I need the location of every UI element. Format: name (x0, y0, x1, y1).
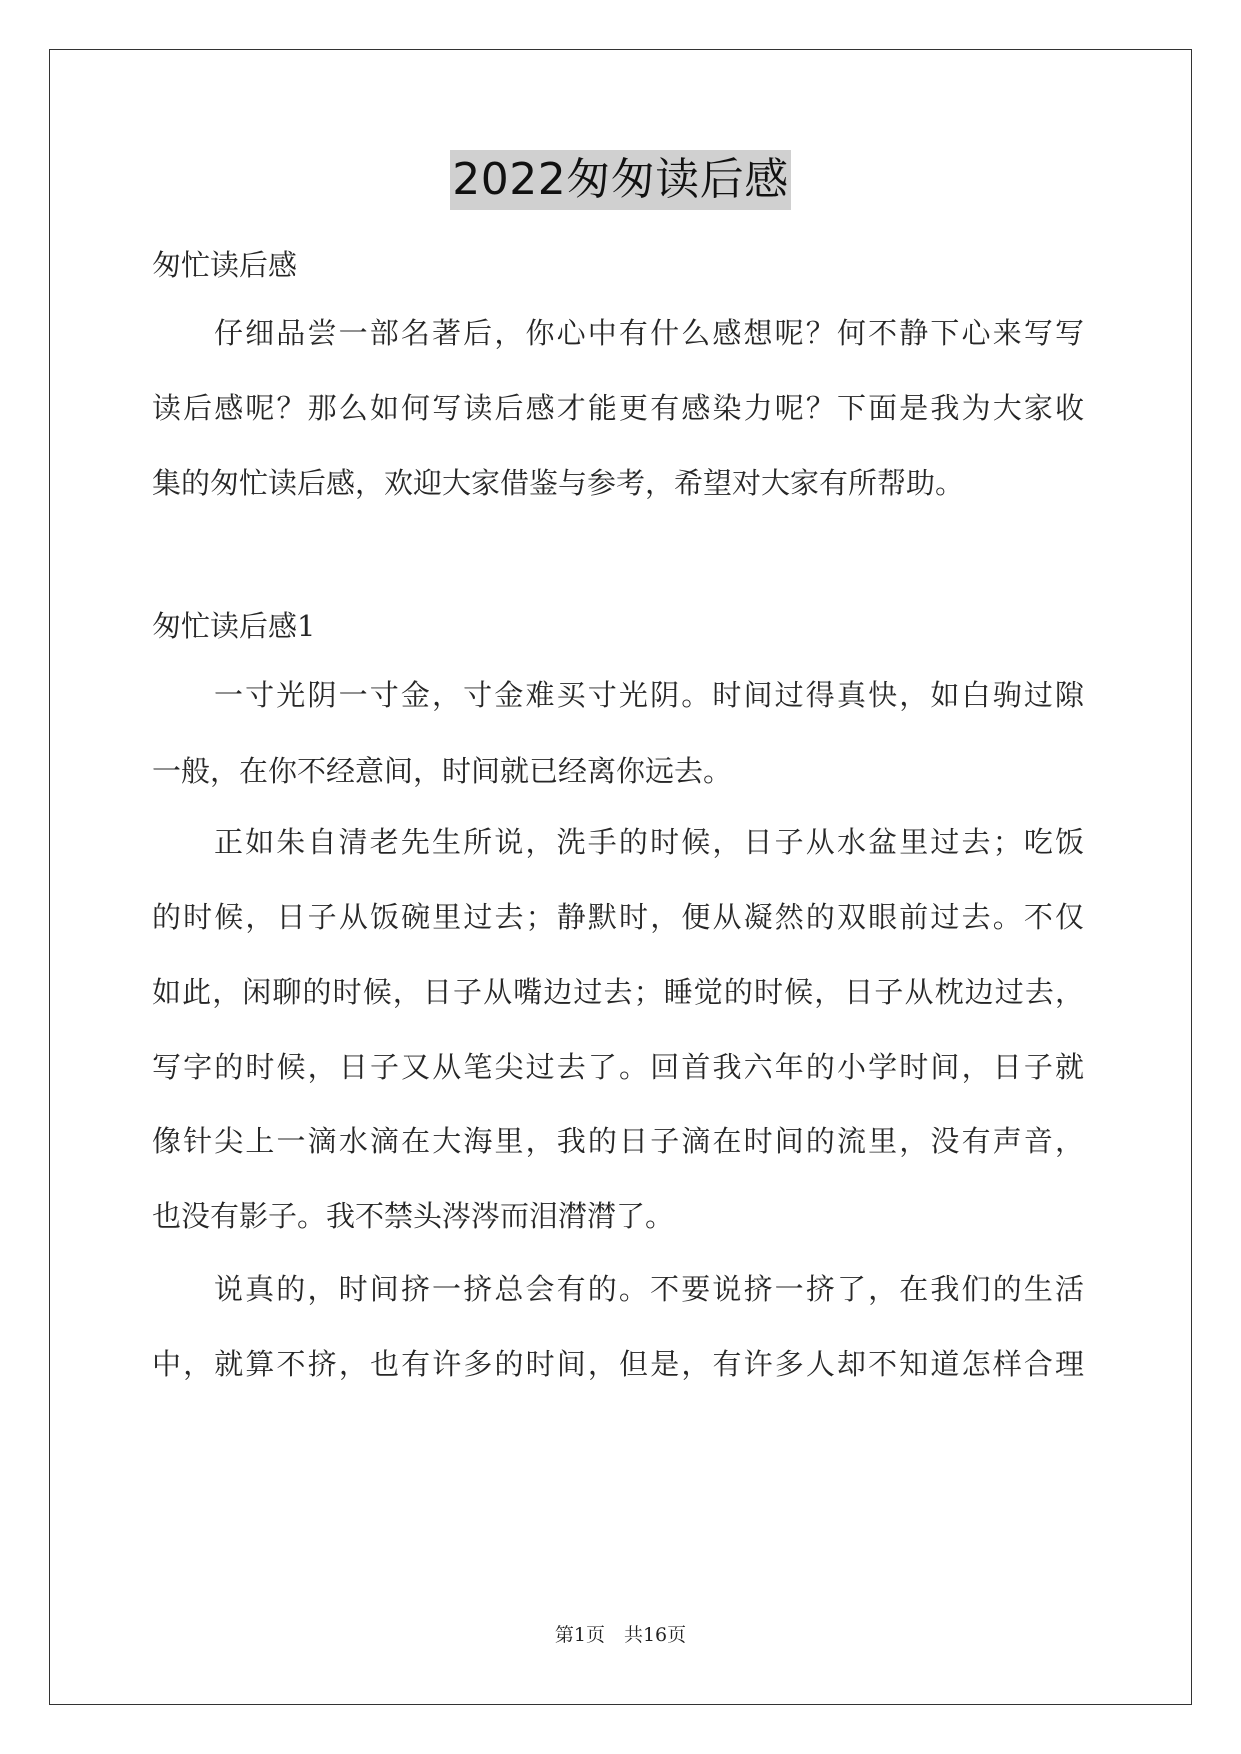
paragraph-line: 读后感呢？那么如何写读后感才能更有感染力呢？下面是我为大家收 (152, 391, 1084, 425)
section-heading: 匆忙读后感 (152, 248, 298, 282)
paragraph-line: 中，就算不挤，也有许多的时间，但是，有许多人却不知道怎样合理 (152, 1347, 1084, 1381)
document-title: 2022匆匆读后感 (450, 150, 790, 210)
paragraph-line: 一寸光阴一寸金，寸金难买寸光阴。时间过得真快，如白驹过隙 (214, 678, 1084, 712)
page-number: 第1页 共16页 (554, 1624, 687, 1646)
paragraph-line: 正如朱自清老先生所说，洗手的时候，日子从水盆里过去；吃饭 (214, 825, 1084, 859)
page-border (49, 49, 1192, 1705)
paragraph-line: 写字的时候，日子又从笔尖过去了。回首我六年的小学时间，日子就 (152, 1050, 1084, 1084)
paragraph-line: 一般，在你不经意间，时间就已经离你远去。 (152, 754, 733, 788)
section-heading: 匆忙读后感1 (152, 609, 316, 643)
paragraph-line: 的时候，日子从饭碗里过去；静默时，便从凝然的双眼前过去。不仅 (152, 900, 1084, 934)
paragraph-line: 说真的，时间挤一挤总会有的。不要说挤一挤了，在我们的生活 (214, 1272, 1084, 1306)
paragraph-line: 如此，闲聊的时候，日子从嘴边过去；睡觉的时候，日子从枕边过去， (152, 975, 1084, 1009)
paragraph-line: 也没有影子。我不禁头涔涔而泪潸潸了。 (152, 1199, 675, 1233)
title-container (0, 150, 1241, 210)
paragraph-line: 仔细品尝一部名著后，你心中有什么感想呢？何不静下心来写写 (214, 316, 1084, 350)
paragraph-line: 集的匆忙读后感，欢迎大家借鉴与参考，希望对大家有所帮助。 (152, 466, 965, 500)
paragraph-line: 像针尖上一滴水滴在大海里，我的日子滴在时间的流里，没有声音， (152, 1124, 1084, 1158)
